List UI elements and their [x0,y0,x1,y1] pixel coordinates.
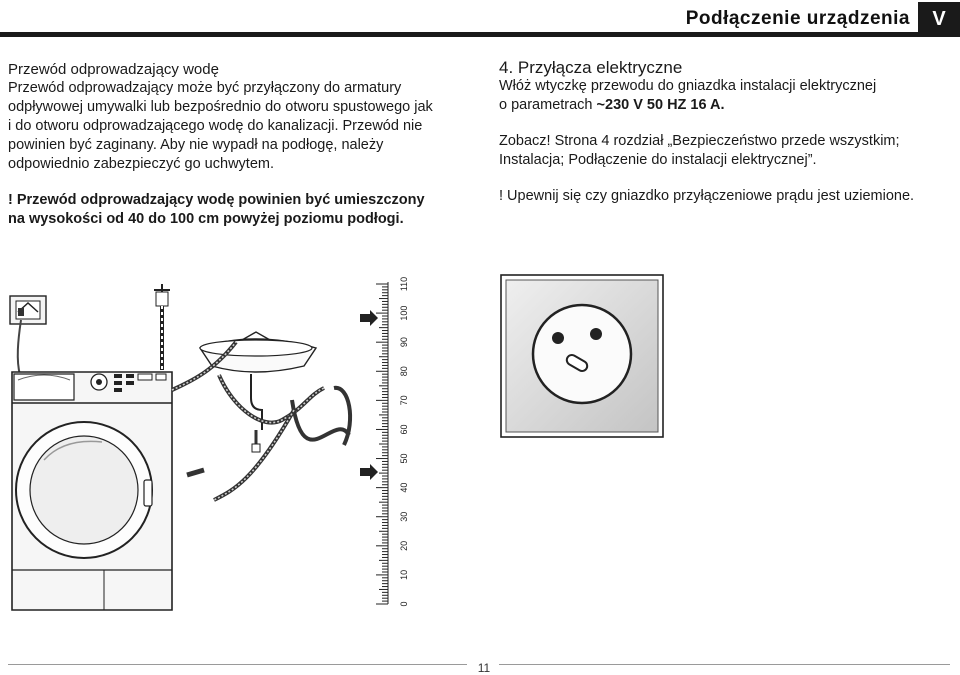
electrical-socket-icon [533,305,631,403]
water-tap-icon [154,284,170,370]
ruler-label: 20 [399,540,409,551]
section-badge: V [918,2,960,37]
drain-hose-line-1: Przewód odprowadzający może być przyłączony do armatury [8,80,402,96]
electrical-intro-line-2 [499,96,949,115]
grounding-warning: ! Upewnij się czy gniazdko przyłączeniowe prądu jest uziemione. [499,188,915,204]
sink-icon [200,332,316,430]
ruler-label: 0 [399,601,409,607]
wall-socket-icon [10,296,46,324]
height-ruler [376,277,409,607]
washing-machine-drain-illustration [4,270,424,615]
grounded-socket-illustration [500,274,664,438]
min-height-arrow-icon [360,464,378,480]
electrical-intro-line-1: Włóż wtyczkę przewodu do gniazdka instalacji elektrycznej [499,78,877,94]
ruler-label: 50 [399,453,409,464]
drain-hose-line-4: powinien być zaginany. Aby nie wypadł na podłogę, należy [8,137,384,153]
drain-hose-warning-2: na wysokości od 40 do 100 cm powyżej poziomu podłogi. [8,211,404,227]
drain-hose-heading: Przewód odprowadzający wodę [8,61,219,78]
electrical-heading: 4. Przyłącza elektryczne [499,58,683,77]
see-reference-line-2: Instalacja; Podłączenie do instalacji elektrycznej”. [499,152,817,168]
washing-machine-icon [12,372,172,610]
max-height-arrow-icon [360,310,378,326]
drain-hose-line-2: odpływowej umywalki lub bezpośrednio do otworu spustowego jak [8,99,433,115]
header-rule [0,32,960,37]
ruler-label: 30 [399,511,409,522]
ruler-label: 60 [399,424,409,435]
ruler-label: 110 [399,276,409,292]
ruler-label: 100 [399,305,409,321]
drain-hose-line-3: i do otworu odprowadzającego wodę do kanalizacji. Przewód nie [8,118,423,134]
electrical-section [499,58,949,206]
electrical-spec: ~230 V 50 HZ 16 A. [596,97,725,113]
ruler-label: 10 [399,569,409,580]
ruler-label: 90 [399,337,409,348]
see-reference-line-1: Zobacz! Strona 4 rozdział „Bezpieczeństwo przede wszystkim; [499,133,900,149]
footer-rule-left [8,664,467,665]
drain-hose-line-5: odpowiednio zabezpieczyć go uchwytem. [8,156,274,172]
drain-hose-section [8,60,468,229]
page-number: 11 [477,661,491,675]
footer-rule-right [499,664,950,665]
electrical-intro-prefix: o parametrach [499,97,597,113]
ruler-label: 80 [399,366,409,377]
ruler-label: 40 [399,482,409,493]
drain-hose-warning-1: ! Przewód odprowadzający wodę powinien być umieszczony [8,192,425,208]
page-title: Podłączenie urządzenia [685,8,910,29]
ruler-label: 70 [399,395,409,406]
